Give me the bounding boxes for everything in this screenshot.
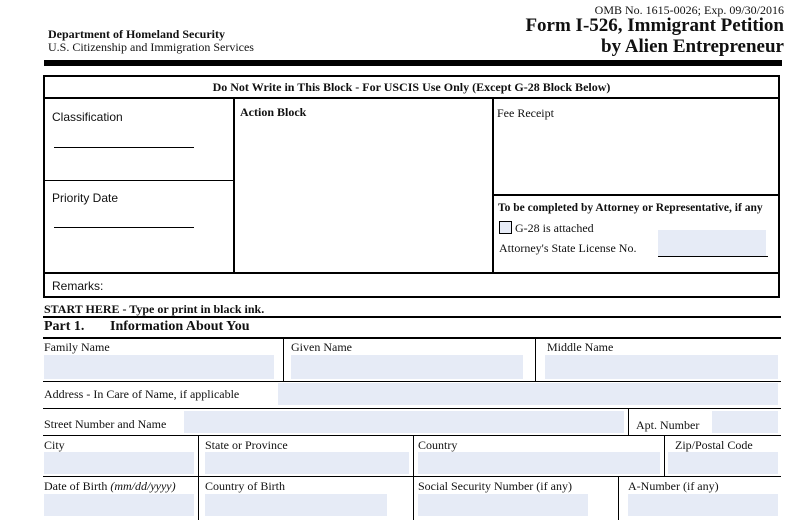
name-row-rule bbox=[43, 381, 781, 382]
classification-line bbox=[54, 147, 194, 148]
attorney-heading: To be completed by Attorney or Representative, if any bbox=[498, 202, 763, 214]
country-label: Country bbox=[418, 438, 458, 452]
country-of-birth-label: Country of Birth bbox=[205, 479, 285, 493]
uscis-heading-rule bbox=[43, 97, 780, 99]
dob-label bbox=[44, 479, 176, 494]
address-row-rule bbox=[43, 408, 781, 409]
remarks-label: Remarks: bbox=[52, 279, 104, 293]
street-apt-divider bbox=[628, 408, 629, 435]
a-number-label: A-Number (if any) bbox=[628, 479, 719, 493]
city-state-divider bbox=[198, 435, 199, 476]
omb-number: OMB No. 1615-0026; Exp. 09/30/2016 bbox=[594, 3, 784, 17]
address-care-of-input[interactable] bbox=[278, 383, 778, 405]
classification-column-divider bbox=[233, 97, 235, 273]
part1-title: Information About You bbox=[110, 319, 250, 334]
middle-name-label: Middle Name bbox=[547, 340, 614, 354]
part1-rule bbox=[43, 337, 781, 339]
subagency-name: U.S. Citizenship and Immigration Services bbox=[48, 40, 254, 54]
street-row-rule bbox=[43, 435, 781, 436]
zip-input[interactable] bbox=[668, 452, 778, 474]
dob-label-text: Date of Birth bbox=[44, 479, 111, 493]
classification-priority-divider bbox=[43, 180, 234, 181]
action-block-label: Action Block bbox=[240, 105, 307, 119]
city-input[interactable] bbox=[44, 452, 194, 474]
uscis-block-heading: Do Not Write in This Block - For USCIS Use Only (Except G-28 Block Below) bbox=[212, 80, 611, 94]
attorney-license-label: Attorney's State License No. bbox=[499, 241, 637, 255]
family-given-divider bbox=[283, 338, 284, 381]
street-label: Street Number and Name bbox=[44, 417, 167, 431]
remarks-divider bbox=[43, 272, 780, 274]
dob-input[interactable] bbox=[44, 494, 194, 516]
priority-date-label: Priority Date bbox=[52, 191, 119, 205]
country-input[interactable] bbox=[418, 452, 660, 474]
form-title-line2: by Alien Entrepreneur bbox=[601, 36, 784, 57]
state-input[interactable] bbox=[205, 452, 409, 474]
city-label: City bbox=[44, 438, 65, 452]
ssn-label: Social Security Number (if any) bbox=[418, 479, 572, 493]
address-care-of-label: Address - In Care of Name, if applicable bbox=[44, 387, 240, 401]
dob-country-divider bbox=[198, 476, 199, 520]
street-input[interactable] bbox=[184, 411, 624, 433]
fee-attorney-divider bbox=[493, 194, 780, 196]
ssn-anumber-divider bbox=[618, 476, 619, 520]
g28-checkbox[interactable] bbox=[499, 221, 512, 234]
city-row-rule bbox=[43, 476, 781, 477]
a-number-input[interactable] bbox=[628, 494, 778, 516]
uscis-block bbox=[43, 75, 780, 298]
fee-receipt-label: Fee Receipt bbox=[497, 106, 554, 120]
middle-name-input[interactable] bbox=[545, 355, 778, 379]
action-column-divider bbox=[492, 97, 494, 273]
priority-date-line bbox=[54, 227, 194, 228]
start-here-instruction: START HERE - Type or print in black ink. bbox=[44, 302, 265, 316]
state-country-divider bbox=[413, 435, 414, 476]
birth-ssn-divider bbox=[413, 476, 414, 520]
form-title-line1: Form I-526, Immigrant Petition bbox=[525, 15, 784, 36]
attorney-license-underline bbox=[658, 256, 768, 257]
agency-name: Department of Homeland Security bbox=[48, 27, 225, 41]
country-of-birth-input[interactable] bbox=[205, 494, 387, 516]
start-here-rule bbox=[43, 316, 781, 318]
family-name-label: Family Name bbox=[44, 340, 110, 354]
given-name-input[interactable] bbox=[291, 355, 523, 379]
apt-input[interactable] bbox=[712, 411, 778, 433]
part1-number: Part 1. bbox=[44, 319, 85, 334]
given-name-label: Given Name bbox=[291, 340, 352, 354]
header-rule bbox=[44, 60, 782, 66]
attorney-license-input[interactable] bbox=[658, 230, 766, 256]
country-zip-divider bbox=[664, 435, 665, 476]
apt-label: Apt. Number bbox=[636, 418, 700, 432]
ssn-input[interactable] bbox=[418, 494, 588, 516]
state-label: State or Province bbox=[205, 438, 288, 452]
zip-label: Zip/Postal Code bbox=[675, 438, 753, 452]
given-middle-divider bbox=[535, 338, 536, 381]
dob-format-hint: (mm/dd/yyyy) bbox=[110, 479, 176, 493]
classification-label: Classification bbox=[52, 110, 123, 124]
g28-label: G-28 is attached bbox=[515, 221, 594, 235]
family-name-input[interactable] bbox=[44, 355, 274, 379]
